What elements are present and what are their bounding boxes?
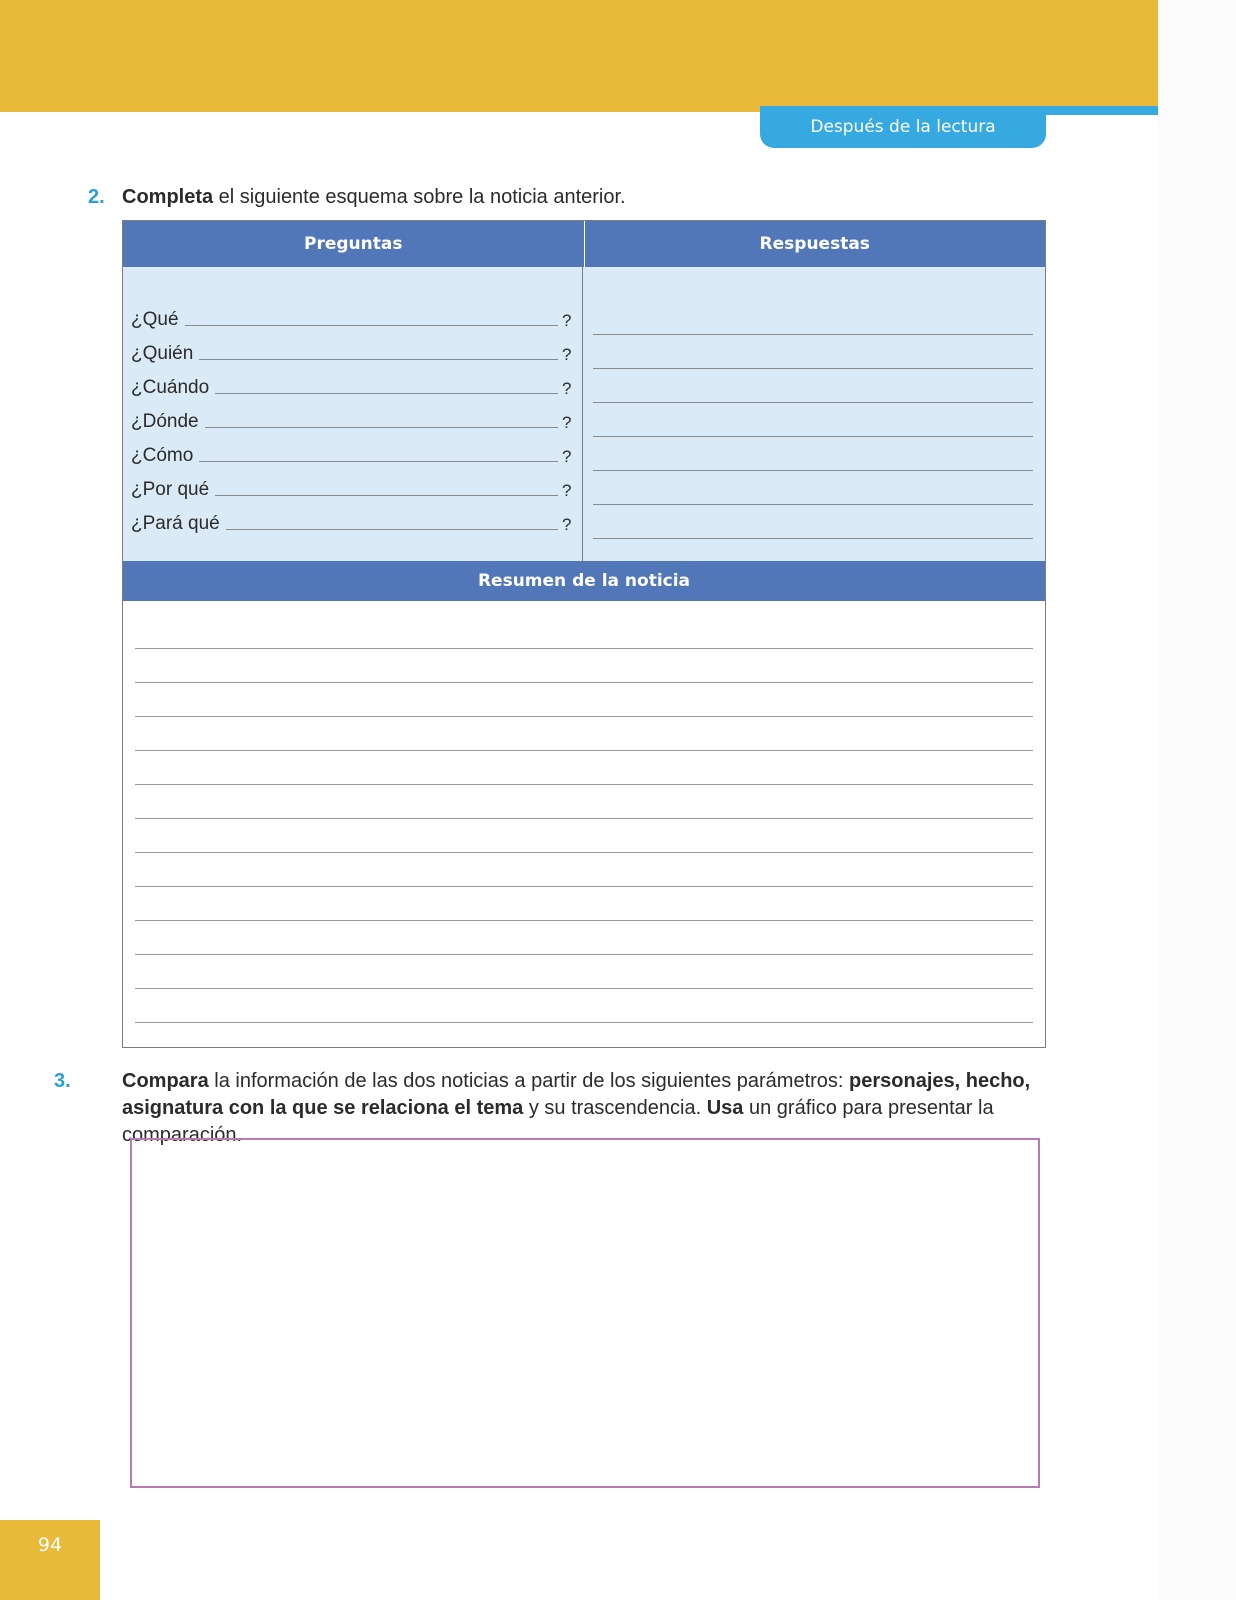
exercise-number: 3. [54, 1070, 71, 1092]
header-questions: Preguntas [304, 234, 403, 254]
question-line[interactable] [131, 335, 572, 369]
summary-line[interactable] [135, 615, 1033, 649]
qa-body [123, 267, 1045, 561]
question-mark: ? [562, 379, 572, 398]
exercise-parameters: personajes, hecho, asignatura con la que se relaciona el tema [122, 1070, 1031, 1119]
question-mark: ? [562, 481, 572, 500]
exercise-2-prompt [88, 184, 1068, 211]
question-mark: ? [562, 447, 572, 466]
page-number: 94 [37, 1534, 63, 1556]
summary-line[interactable] [135, 887, 1033, 921]
exercise-text: el siguiente esquema sobre la noticia anterior. [213, 186, 626, 208]
answer-line[interactable] [593, 471, 1034, 505]
exercise-text: y su trascendencia. [523, 1097, 707, 1119]
questions-column [123, 267, 582, 561]
exercise-text: la información de las dos noticias a partir de los siguientes parámetros: [208, 1070, 850, 1092]
question-label: ¿Por qué [131, 479, 210, 500]
comparison-answer-box[interactable] [130, 1138, 1040, 1488]
answer-line[interactable] [593, 301, 1034, 335]
summary-line[interactable] [135, 955, 1033, 989]
summary-line[interactable] [135, 717, 1033, 751]
question-label: ¿Cómo [131, 445, 194, 466]
section-tab-label: Después de la lectura [810, 117, 996, 137]
page-number-tab [0, 1520, 100, 1600]
summary-line[interactable] [135, 785, 1033, 819]
tab-strip [1040, 106, 1158, 115]
summary-line[interactable] [135, 819, 1033, 853]
schema-header-row [123, 221, 1045, 267]
answer-line[interactable] [593, 369, 1034, 403]
section-tab [760, 106, 1046, 148]
question-line[interactable] [131, 471, 572, 505]
exercise-3-prompt [54, 1068, 1068, 1149]
fill-line [215, 393, 558, 394]
exercise-verb: Completa [122, 186, 214, 208]
answer-line[interactable] [593, 403, 1034, 437]
question-line[interactable] [131, 301, 572, 335]
question-line[interactable] [131, 505, 572, 539]
exercise-text: un gráfico para presentar la comparación. [122, 1097, 994, 1146]
fill-line [215, 495, 558, 496]
question-label: ¿Pará qué [131, 513, 220, 534]
question-label: ¿Qué [131, 309, 179, 330]
question-label: ¿Cuándo [131, 377, 210, 398]
fill-line [226, 529, 558, 530]
fill-line [199, 359, 558, 360]
question-mark: ? [562, 413, 572, 432]
summary-line[interactable] [135, 853, 1033, 887]
summary-line[interactable] [135, 649, 1033, 683]
summary-header: Resumen de la noticia [123, 561, 1045, 601]
header-answers: Respuestas [584, 221, 1046, 267]
news-schema-table [122, 220, 1046, 1048]
fill-line [199, 461, 558, 462]
answer-line[interactable] [593, 505, 1034, 539]
page-gutter [1158, 0, 1236, 1600]
question-line[interactable] [131, 437, 572, 471]
question-mark: ? [562, 345, 572, 364]
summary-line[interactable] [135, 989, 1033, 1023]
exercise-verb: Usa [706, 1097, 744, 1119]
exercise-verb: Compara [122, 1070, 209, 1092]
question-mark: ? [562, 515, 572, 534]
question-label: ¿Quién [131, 343, 194, 364]
summary-line[interactable] [135, 683, 1033, 717]
top-color-band [0, 0, 1158, 112]
answers-column [582, 267, 1046, 561]
summary-line[interactable] [135, 921, 1033, 955]
summary-writing-area[interactable] [123, 601, 1045, 1023]
question-mark: ? [562, 311, 572, 330]
answer-line[interactable] [593, 437, 1034, 471]
question-line[interactable] [131, 369, 572, 403]
exercise-number: 2. [88, 186, 105, 208]
question-label: ¿Dónde [131, 411, 199, 432]
answer-line[interactable] [593, 335, 1034, 369]
fill-line [205, 427, 558, 428]
summary-line[interactable] [135, 751, 1033, 785]
question-line[interactable] [131, 403, 572, 437]
fill-line [185, 325, 559, 326]
